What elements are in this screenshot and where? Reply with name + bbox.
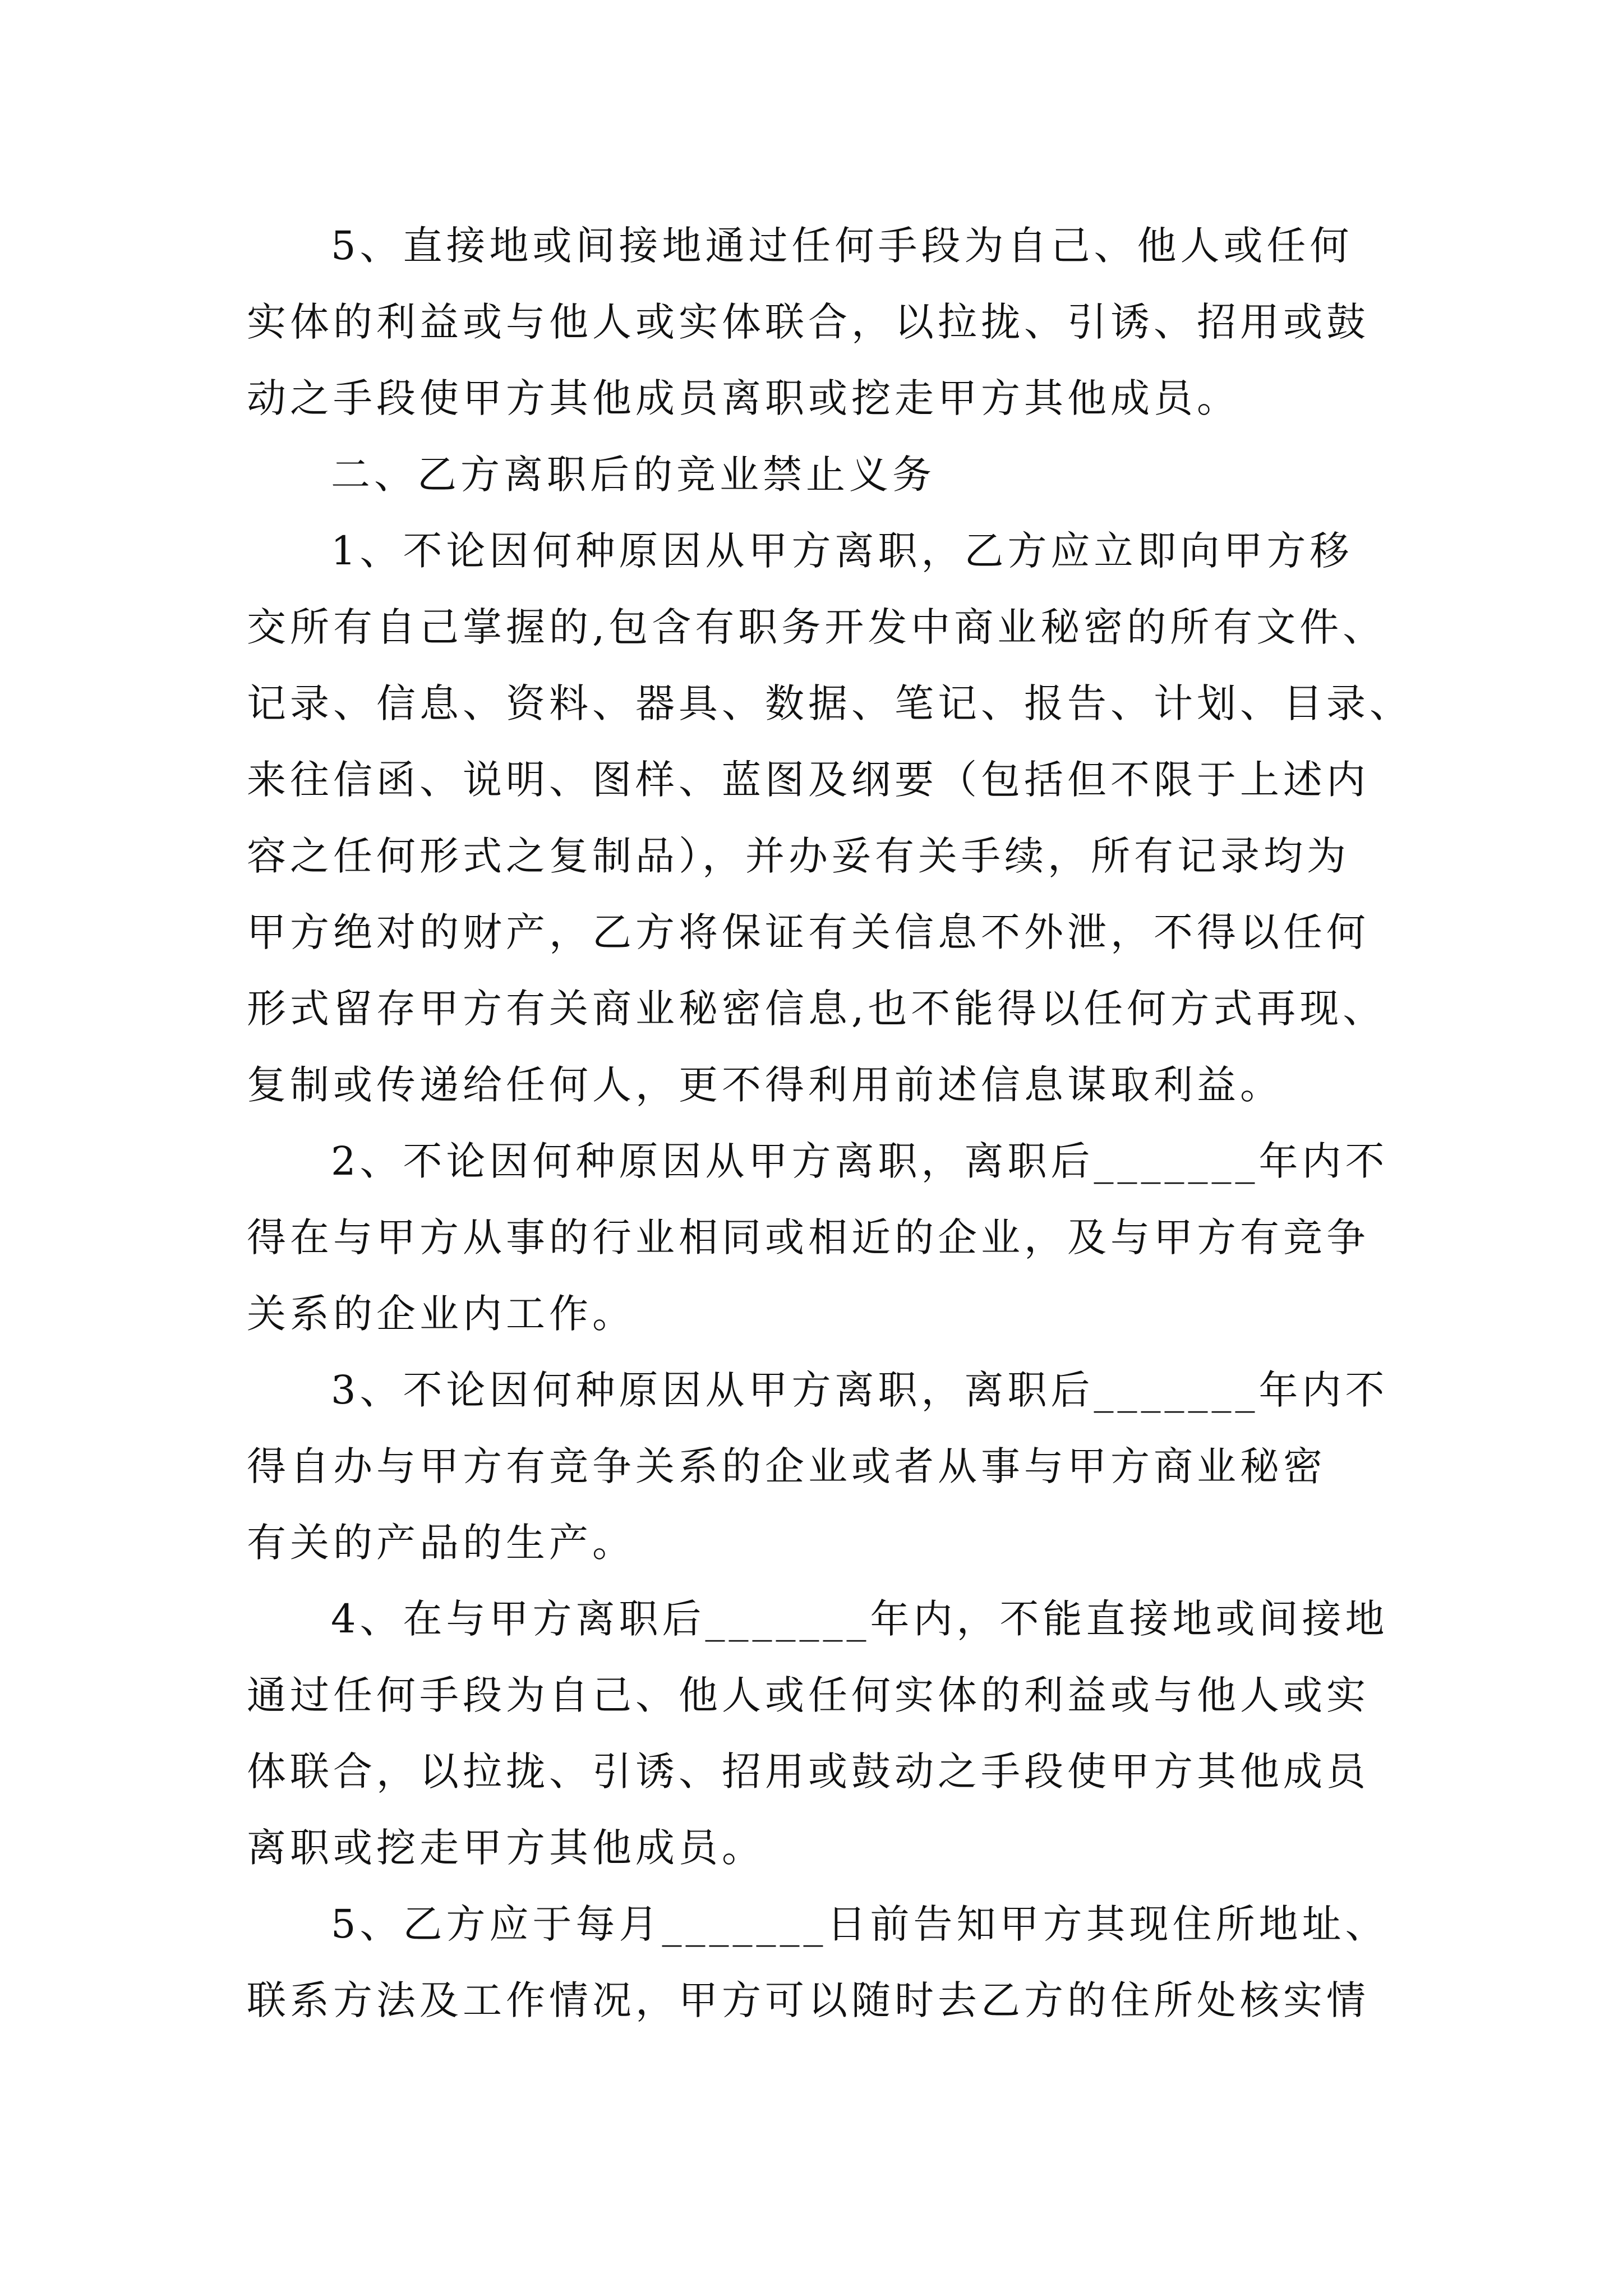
paragraph-line: 有关的产品的生产。 <box>247 1520 635 1566</box>
paragraph-line: 关系的企业内工作。 <box>247 1291 635 1337</box>
paragraph-line: 1、不论因何种原因从甲方离职，乙方应立即向甲方移 <box>331 528 1353 574</box>
paragraph-1-item-5 <box>247 208 1380 436</box>
paragraph-line: 甲方绝对的财产，乙方将保证有关信息不外泄，不得以任何 <box>247 909 1370 955</box>
paragraph-line: 5、乙方应于每月_______日前告知甲方其现住所地址、 <box>331 1901 1389 1947</box>
document-body <box>247 208 1413 2039</box>
paragraph-line: 4、在与甲方离职后_______年内，不能直接地或间接地 <box>331 1596 1389 1642</box>
paragraph-line: 5、直接地或间接地通过任何手段为自己、他人或任何 <box>331 223 1353 269</box>
section-heading <box>247 436 1380 513</box>
paragraph-clause-2 <box>247 1123 1389 1352</box>
paragraph-line: 联系方法及工作情况，甲方可以随时去乙方的住所处核实情 <box>247 1977 1370 2023</box>
paragraph-line: 体联合，以拉拢、引诱、招用或鼓动之手段使甲方其他成员 <box>247 1749 1370 1795</box>
paragraph-line: 通过任何手段为自己、他人或任何实体的利益或与他人或实 <box>247 1672 1370 1718</box>
paragraph-clause-4 <box>247 1581 1389 1886</box>
section-heading-text: 二、乙方离职后的竞业禁止义务 <box>331 452 935 498</box>
paragraph-clause-1 <box>247 513 1413 1123</box>
paragraph-line: 3、不论因何种原因从甲方离职，离职后_______年内不 <box>331 1367 1389 1413</box>
paragraph-line: 形式留存甲方有关商业秘密信息,也不能得以任何方式再现、 <box>247 986 1386 1032</box>
paragraph-line: 得自办与甲方有竞争关系的企业或者从事与甲方商业秘密 <box>247 1443 1326 1489</box>
paragraph-line: 动之手段使甲方其他成员离职或挖走甲方其他成员。 <box>247 375 1240 421</box>
paragraph-line: 实体的利益或与他人或实体联合，以拉拢、引诱、招用或鼓 <box>247 299 1370 345</box>
paragraph-clause-3 <box>247 1352 1389 1581</box>
paragraph-line: 2、不论因何种原因从甲方离职，离职后_______年内不 <box>331 1138 1389 1184</box>
paragraph-line: 复制或传递给任何人，更不得利用前述信息谋取利益。 <box>247 1062 1283 1108</box>
paragraph-line: 交所有自己掌握的,包含有职务开发中商业秘密的所有文件、 <box>247 604 1386 650</box>
paragraph-line: 离职或挖走甲方其他成员。 <box>247 1825 765 1871</box>
paragraph-line: 得在与甲方从事的行业相同或相近的企业，及与甲方有竞争 <box>247 1214 1370 1260</box>
paragraph-line: 记录、信息、资料、器具、数据、笔记、报告、计划、目录、 <box>247 680 1413 726</box>
paragraph-line: 容之任何形式之复制品），并办妥有关手续，所有记录均为 <box>247 833 1350 879</box>
paragraph-line: 来往信函、说明、图样、蓝图及纲要（包括但不限于上述内 <box>247 757 1370 803</box>
paragraph-clause-5 <box>247 1886 1389 2039</box>
